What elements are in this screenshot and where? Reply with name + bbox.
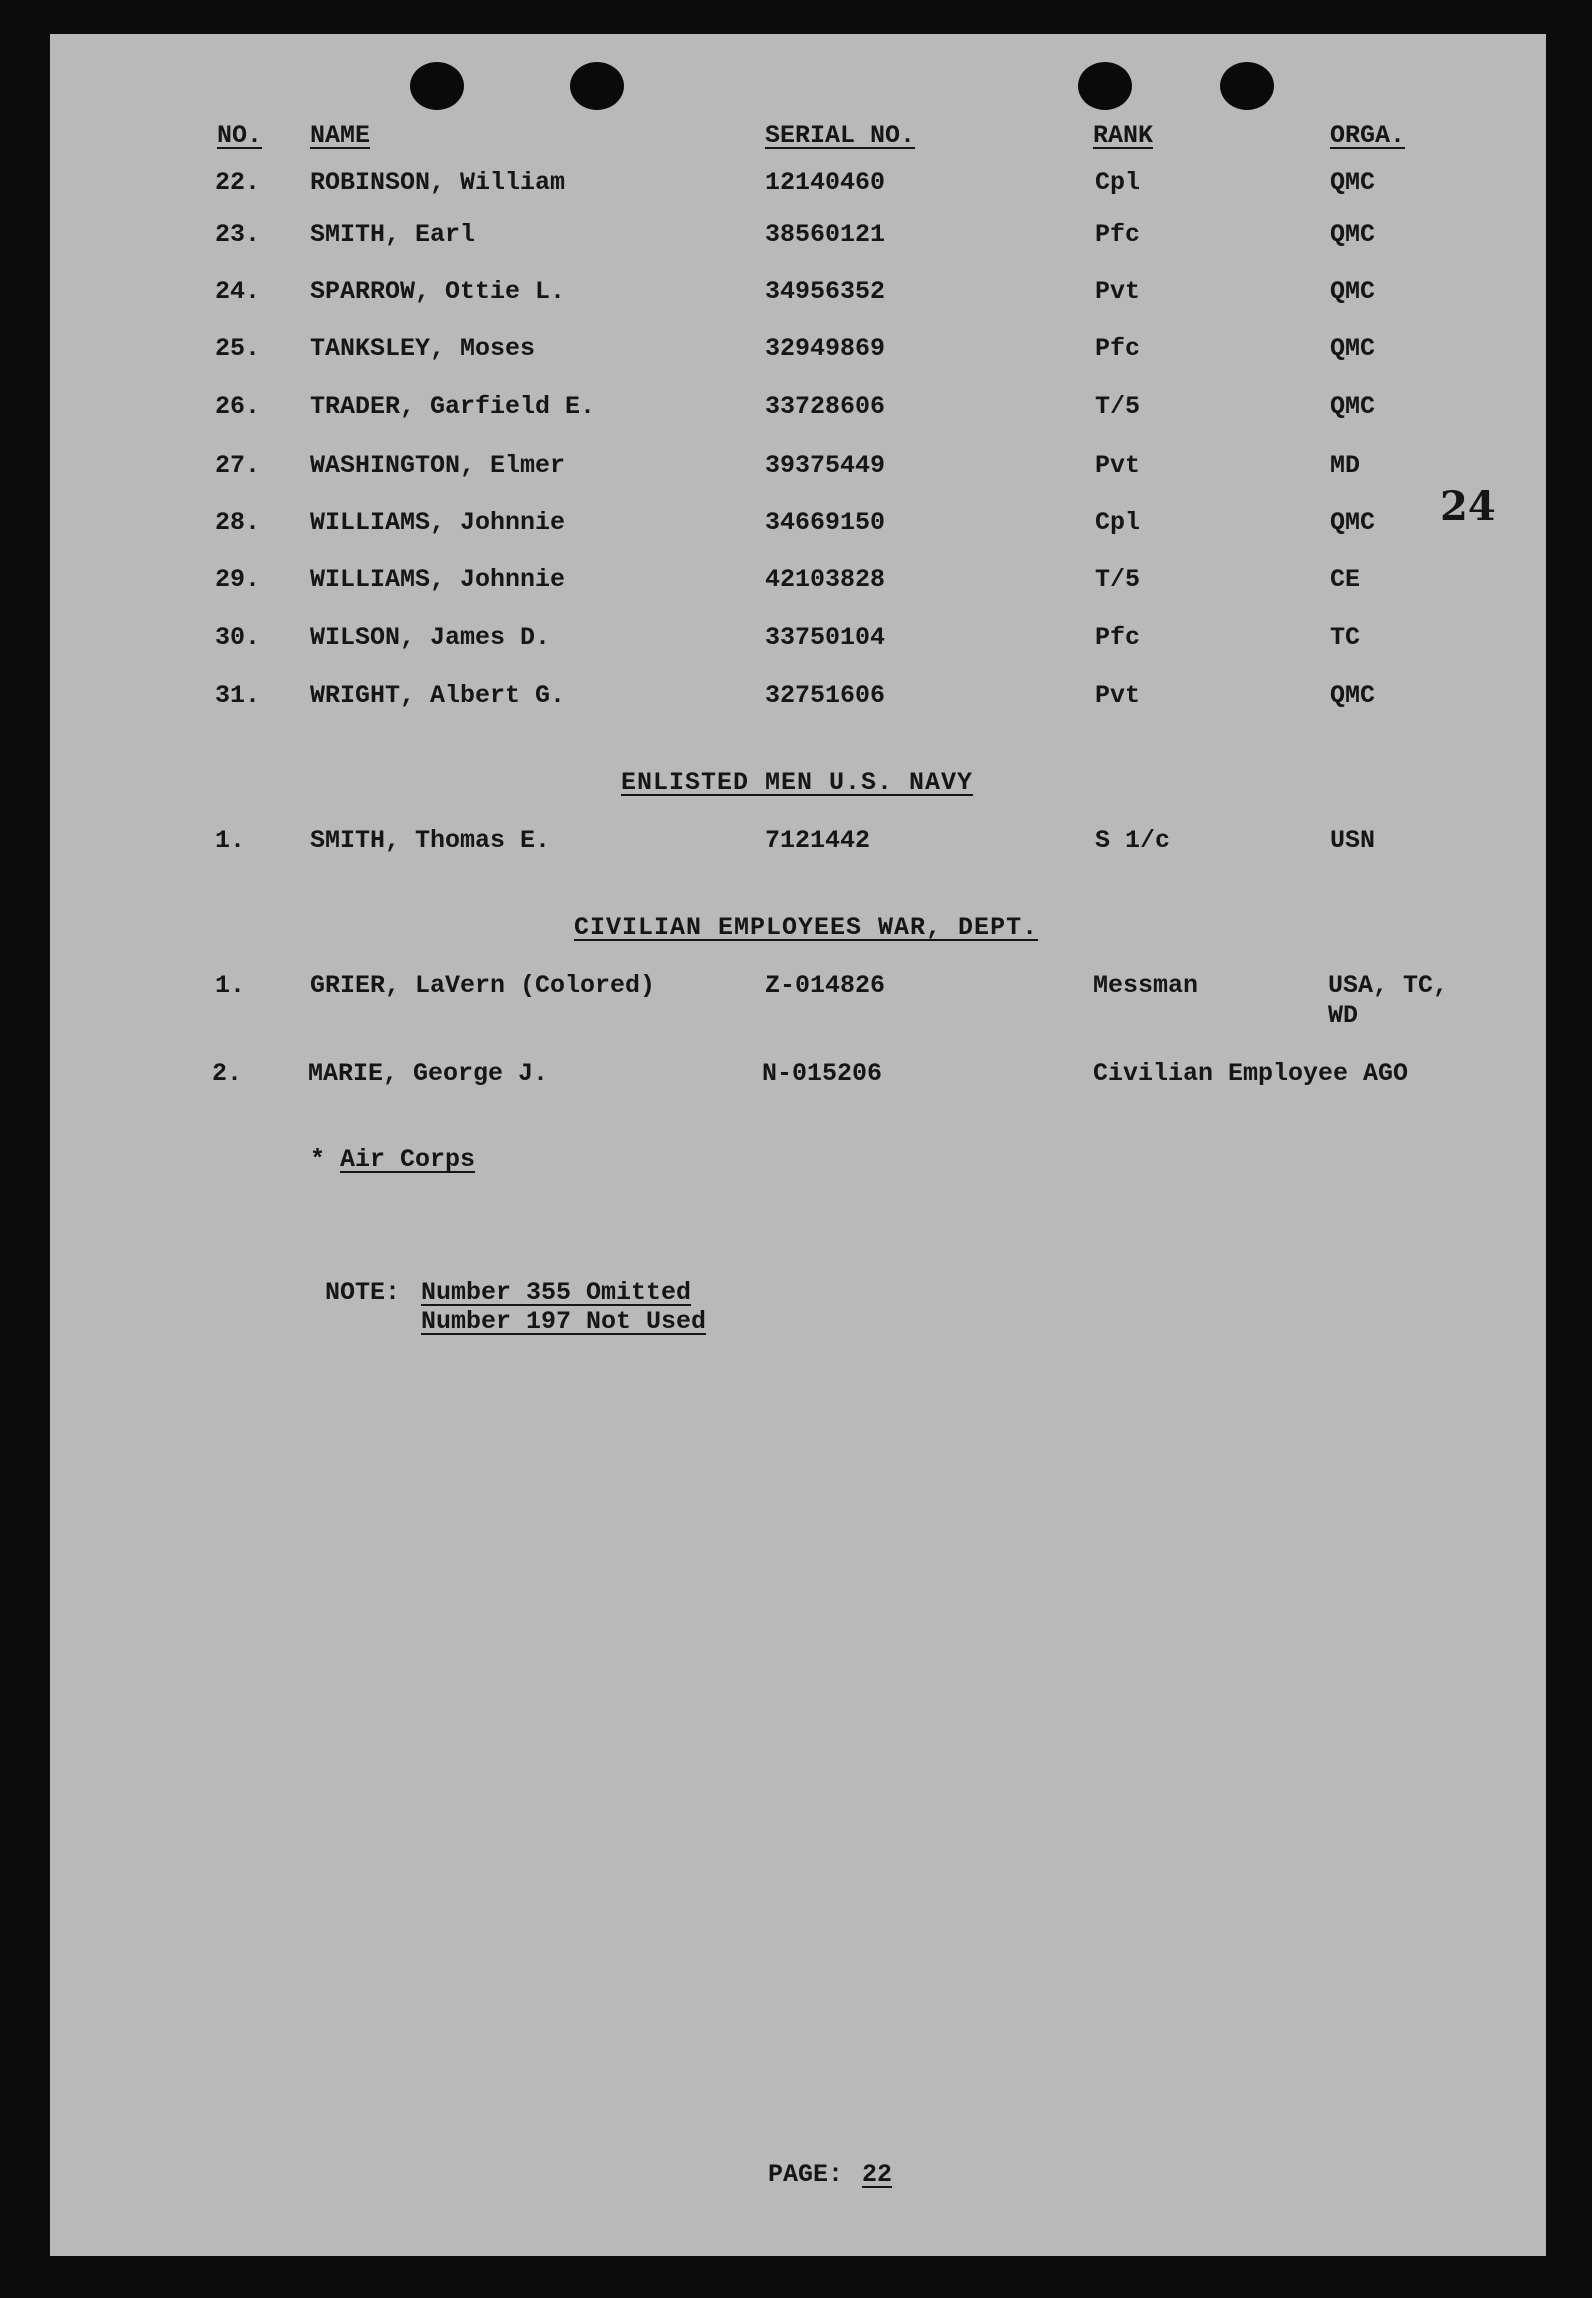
row-name: MARIE, George J. xyxy=(308,1059,549,1088)
row-name: GRIER, LaVern (Colored) xyxy=(310,971,656,1000)
row-serial: 39375449 xyxy=(765,451,886,480)
row-rank: T/5 xyxy=(1095,392,1141,421)
section-title-navy: ENLISTED MEN U.S. NAVY xyxy=(621,768,974,797)
row-name: SMITH, Thomas E. xyxy=(310,826,551,855)
row-serial: 33728606 xyxy=(765,392,886,421)
row-no: 27. xyxy=(215,451,261,480)
row-name: WASHINGTON, Elmer xyxy=(310,451,566,480)
row-name: WILSON, James D. xyxy=(310,623,551,652)
row-name: TRADER, Garfield E. xyxy=(310,392,596,421)
row-no: 31. xyxy=(215,681,261,710)
row-rank-orga: Civilian Employee AGO xyxy=(1093,1059,1409,1088)
row-no: 29. xyxy=(215,565,261,594)
row-orga: USA, TC, xyxy=(1328,971,1449,1000)
row-rank: Pvt xyxy=(1095,681,1141,710)
row-no: 23. xyxy=(215,220,261,249)
row-orga: MD xyxy=(1330,451,1361,480)
row-orga: QMC xyxy=(1330,168,1376,197)
row-serial: 12140460 xyxy=(765,168,886,197)
row-rank: Cpl xyxy=(1095,168,1141,197)
row-serial: Z-014826 xyxy=(765,971,886,1000)
row-rank: Messman xyxy=(1093,971,1199,1000)
row-rank: T/5 xyxy=(1095,565,1141,594)
row-rank: Pfc xyxy=(1095,623,1141,652)
row-serial: 32949869 xyxy=(765,334,886,363)
note-label: NOTE: xyxy=(325,1278,401,1307)
header-no: NO. xyxy=(217,121,263,150)
row-orga-continued: WD xyxy=(1328,1001,1359,1030)
row-orga: QMC xyxy=(1330,277,1376,306)
row-no: 1. xyxy=(215,826,246,855)
header-name: NAME xyxy=(310,121,371,150)
row-serial: 34669150 xyxy=(765,508,886,537)
punch-hole-2 xyxy=(570,62,624,110)
page-number: 22 xyxy=(862,2160,893,2189)
punch-hole-3 xyxy=(1078,62,1132,110)
note-line-1: Number 355 Omitted xyxy=(421,1278,692,1307)
header-rank: RANK xyxy=(1093,121,1154,150)
note-line-2: Number 197 Not Used xyxy=(421,1307,707,1336)
row-no: 28. xyxy=(215,508,261,537)
row-name: SPARROW, Ottie L. xyxy=(310,277,566,306)
punch-hole-4 xyxy=(1220,62,1274,110)
row-orga: TC xyxy=(1330,623,1361,652)
row-rank: Pfc xyxy=(1095,334,1141,363)
row-no: 22. xyxy=(215,168,261,197)
row-rank: Cpl xyxy=(1095,508,1141,537)
row-orga: QMC xyxy=(1330,681,1376,710)
row-name: TANKSLEY, Moses xyxy=(310,334,536,363)
row-serial: N-015206 xyxy=(762,1059,883,1088)
row-serial: 38560121 xyxy=(765,220,886,249)
row-serial: 33750104 xyxy=(765,623,886,652)
row-rank: Pvt xyxy=(1095,451,1141,480)
row-orga: QMC xyxy=(1330,508,1376,537)
row-serial: 34956352 xyxy=(765,277,886,306)
row-rank: Pvt xyxy=(1095,277,1141,306)
row-rank: S 1/c xyxy=(1095,826,1171,855)
row-orga: QMC xyxy=(1330,220,1376,249)
section-title-civilian: CIVILIAN EMPLOYEES WAR, DEPT. xyxy=(574,913,1039,942)
footnote-text: Air Corps xyxy=(340,1145,476,1174)
row-rank: Pfc xyxy=(1095,220,1141,249)
footnote-star: * xyxy=(310,1145,326,1174)
row-no: 24. xyxy=(215,277,261,306)
row-name: WILLIAMS, Johnnie xyxy=(310,508,566,537)
row-orga: QMC xyxy=(1330,334,1376,363)
row-no: 2. xyxy=(212,1059,243,1088)
document-page xyxy=(50,34,1546,2256)
row-name: WILLIAMS, Johnnie xyxy=(310,565,566,594)
row-no: 1. xyxy=(215,971,246,1000)
row-no: 25. xyxy=(215,334,261,363)
header-serial: SERIAL NO. xyxy=(765,121,916,150)
row-serial: 32751606 xyxy=(765,681,886,710)
page-label: PAGE: xyxy=(768,2160,844,2189)
row-orga: USN xyxy=(1330,826,1376,855)
margin-page-number: 24 xyxy=(1440,483,1496,530)
row-orga: QMC xyxy=(1330,392,1376,421)
row-no: 26. xyxy=(215,392,261,421)
row-name: SMITH, Earl xyxy=(310,220,476,249)
punch-hole-1 xyxy=(410,62,464,110)
row-name: WRIGHT, Albert G. xyxy=(310,681,566,710)
row-serial: 7121442 xyxy=(765,826,871,855)
row-serial: 42103828 xyxy=(765,565,886,594)
row-orga: CE xyxy=(1330,565,1361,594)
row-no: 30. xyxy=(215,623,261,652)
header-orga: ORGA. xyxy=(1330,121,1406,150)
row-name: ROBINSON, William xyxy=(310,168,566,197)
